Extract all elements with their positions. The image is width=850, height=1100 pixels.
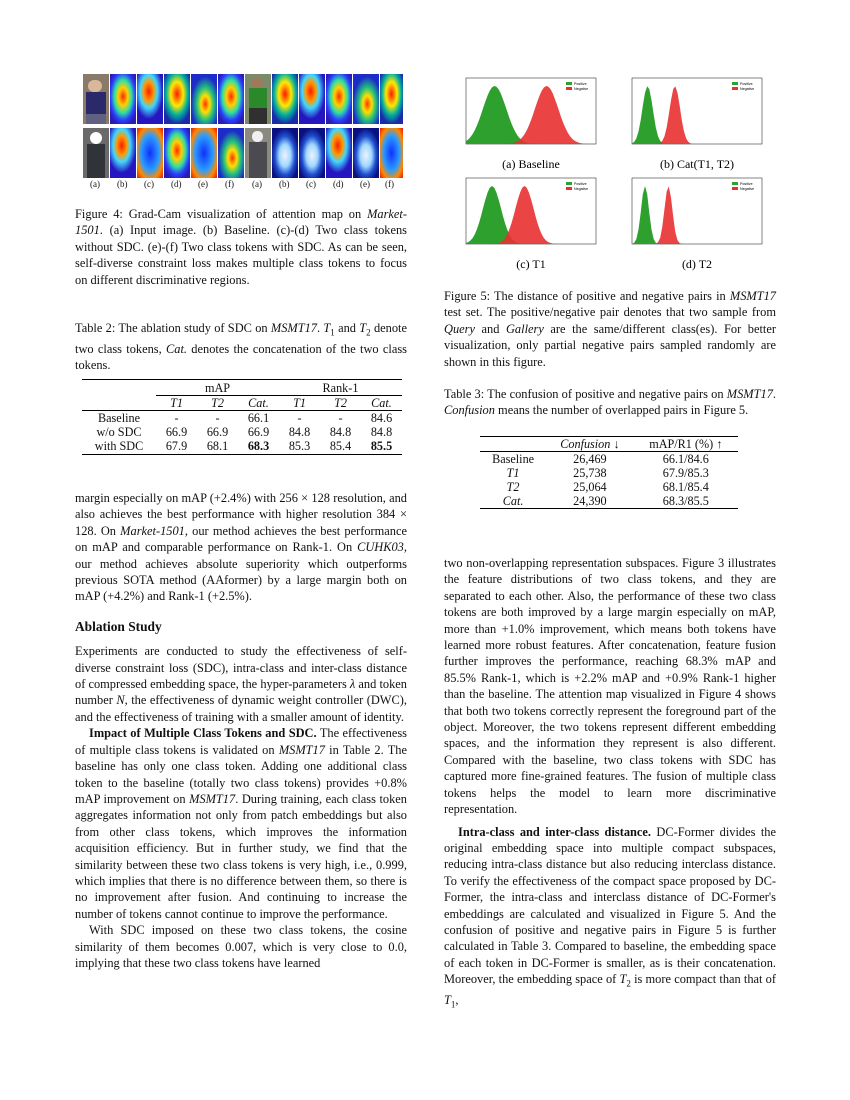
cell: 26,469	[573, 452, 607, 466]
section-heading: Ablation Study	[75, 618, 162, 634]
cell: -	[338, 411, 343, 425]
legend-label: Positive	[740, 182, 753, 186]
table-2-subheader: Cat.	[371, 396, 392, 410]
table-row	[480, 480, 738, 494]
figure-4	[83, 74, 403, 192]
figure-4-labels	[83, 179, 403, 191]
cell: 85.4	[329, 439, 352, 453]
fig4-label: (e)	[198, 179, 208, 189]
table-row	[480, 452, 738, 467]
paragraph: Experiments are conducted to study the effectiveness of self-diverse constraint loss (SDC), intra-class and inter-class distance of compressed embedding space, the hyper-parameters λ and token number N, the effectiveness of dynamic weight controller (DWC), and the effectiveness of training with a smaller amount of identity.	[75, 644, 407, 724]
fig4-label: (c)	[144, 179, 154, 189]
fig4-label: (b)	[279, 179, 290, 189]
table-row	[82, 425, 402, 439]
figure-4-caption: Figure 4: Grad-Cam visualization of attention map on Market-1501. (a) Input image. (b) Baseline. (c)-(d) Two class tokens without SDC. (e)-(f) Two class tokens with SDC. As can be seen, self-diverse constraint loss makes multiple class tokens to focus on different discriminative regions.	[75, 207, 407, 287]
fig4-label: (e)	[360, 179, 370, 189]
histogram-panel	[632, 78, 762, 171]
paragraph: Intra-class and inter-class distance. DC-Former divides the original embedding space into multiple compact subspaces, reducing intra-class distance but also reducing interclass distance. To verify the effectiveness of the compact space proposed by DC-Former, the intra-class and interclass distance of DC-Former's embeddings are calculated and visualized in Figure 5. And the confusion of positive and negative pairs in Figure 5 is further calculated in Table 3. Compared to baseline, the embedding space of each token in DC-Former is smaller, as is their concatenation. Moreover, the embedding space of $T_2$ is more compact than that of $T_1$,	[444, 824, 777, 1010]
cell: 68.3	[247, 439, 270, 453]
row-name: Baseline	[492, 452, 535, 466]
subfigure-caption: (b) Cat(T1, T2)	[659, 157, 735, 171]
cell: 66.1/84.6	[662, 452, 709, 466]
legend-label: Negative	[740, 187, 755, 191]
cell: 66.9	[247, 425, 270, 439]
row-name: with SDC	[94, 439, 144, 453]
cell: 68.3/85.5	[662, 494, 709, 508]
table-2-caption: Table 2: The ablation study of SDC on MSMT17. $T_1$ and $T_2$ denote two class tokens, Cat. denotes the concatenation of the two class tokens.	[75, 321, 407, 373]
cell: 24,390	[573, 494, 607, 508]
paragraph: With SDC imposed on these two class tokens, the cosine similarity of them becomes 0.007, which is very close to 0.0, implying that these two class tokens have learned	[75, 923, 407, 970]
row-name: T1	[506, 466, 520, 480]
table-2-subheader: Cat.	[248, 396, 269, 410]
cell: 25,738	[573, 466, 607, 480]
cell: 25,064	[573, 480, 607, 494]
subfigure-caption: (d) T2	[681, 257, 713, 271]
table-2	[82, 379, 402, 455]
fig4-label: (f)	[385, 179, 394, 189]
cell: 68.1/85.4	[662, 480, 709, 494]
cell: 84.8	[329, 425, 352, 439]
cell: 84.6	[370, 411, 393, 425]
gradcam-grid-image	[83, 74, 403, 182]
cell: 85.3	[288, 439, 311, 453]
legend-label: Negative	[574, 187, 589, 191]
table-2-group-header: mAP	[156, 381, 279, 396]
cell: -	[174, 411, 179, 425]
table-2-subheader: T1	[170, 396, 183, 410]
histogram-panel	[466, 178, 596, 271]
row-name: Baseline	[98, 411, 140, 425]
cell: 66.9	[206, 425, 229, 439]
legend-label: Negative	[740, 87, 755, 91]
paragraph: two non-overlapping representation subspaces. Figure 3 illustrates the feature distributions of two class tokens, and they are separated to each other. Also, the performance of these two class tokens are both improved by a large margin especially on mAP, more than +1.0% improvement, which means both tokens have learned more robust features. After concatenation, feature fusion further improves the performance, reaching 68.3% mAP and 85.5% Rank-1, which is +2.2% mAP and +0.9% Rank-1 higher than the baseline. The attention map visualized in Figure 4 shows that both two tokens correctly represent the foreground part of the object. Moreover, the two tokens represent different embedding spaces, and the information they represent is also different. Compared with the baseline, two class tokens with SDC has captured more fine-grained features. The fusion of multiple class tokens helps the model to learn more discriminative representation.	[444, 556, 776, 817]
table-2-subheader: T1	[293, 396, 306, 410]
subfigure-caption: (a) Baseline	[502, 157, 560, 171]
histogram-panel	[632, 178, 762, 271]
subfigure-caption: (c) T1	[516, 257, 546, 271]
table-3-caption: Table 3: The confusion of positive and negative pairs on MSMT17. Confusion means the number of overlapped pairs in Figure 5.	[444, 387, 776, 418]
cell: 68.1	[206, 439, 229, 453]
cell: 85.5	[370, 439, 393, 453]
legend-label: Positive	[574, 82, 587, 86]
fig4-label: (d)	[333, 179, 344, 189]
fig4-label: (c)	[306, 179, 316, 189]
figure-5	[452, 74, 772, 274]
figure-5-plots	[452, 74, 772, 274]
table-row	[82, 439, 402, 453]
histogram-panel	[466, 78, 596, 171]
table-2-subheader: T2	[334, 396, 347, 410]
table-3-header: Confusion ↓	[560, 437, 620, 451]
fig4-label: (f)	[225, 179, 234, 189]
right-column-text	[444, 555, 776, 1013]
paragraph: Impact of Multiple Class Tokens and SDC. The effectiveness of multiple class tokens is validated on MSMT17 in Table 2. The baseline has only one class token. Adding one additional class token to the baseline (totally two class tokens) provides +0.8% mAP improvement on MSMT17. During training, each class token aggregates information not only from patch embeddings but also from other class tokens, which improves the information acquisition efficiency. But in further study, we find that the similarity between these two class tokens is very high, i.e., 0.999, which implies that there is no difference between them, so there is no improvement after fusion. And continuing to increase the number of tokens cannot continue to improve the performance.	[75, 726, 407, 921]
fig4-label: (a)	[252, 179, 262, 189]
fig4-label: (a)	[90, 179, 100, 189]
figure-5-caption: Figure 5: The distance of positive and negative pairs in MSMT17 test set. The positive/negative pair denotes that two sample from Query and Gallery are the same/different class(es). For better visualization, only partial negative pairs sampled randomly are shown in this figure.	[444, 289, 776, 369]
cell: 67.9	[165, 439, 188, 453]
cell: -	[297, 411, 302, 425]
paragraph: margin especially on mAP (+2.4%) with 256 × 128 resolution, and also achieves the best performance with higher resolution 384 × 128. On Market-1501, our method achieves the best performance on mAP and comparable performance on Rank-1. On CUHK03, our method achieves absolute superiority which outperforms previous SOTA method (AAformer) by a large margin both on mAP (+4.2%) and Rank-1 (+2.5%).	[75, 491, 408, 604]
cell: 84.8	[288, 425, 311, 439]
fig4-label: (b)	[117, 179, 128, 189]
cell: 67.9/85.3	[662, 466, 709, 480]
cell: 66.1	[247, 411, 270, 425]
table-3-header: mAP/R1 (%) ↑	[649, 437, 723, 451]
table-3	[480, 436, 738, 509]
legend-label: Positive	[740, 82, 753, 86]
legend-label: Positive	[574, 182, 587, 186]
cell: 66.9	[165, 425, 188, 439]
cell: -	[215, 411, 220, 425]
row-name: w/o SDC	[96, 425, 142, 439]
legend-label: Negative	[574, 87, 589, 91]
table-row	[480, 466, 738, 480]
table-row	[480, 494, 738, 508]
row-name: T2	[506, 480, 520, 494]
table-2-group-header: Rank-1	[279, 381, 402, 396]
table-2-subheader: T2	[211, 396, 224, 410]
row-name: Cat.	[502, 494, 524, 508]
table-row	[82, 411, 402, 426]
cell: 84.8	[370, 425, 393, 439]
left-column-text	[75, 490, 407, 971]
fig4-label: (d)	[171, 179, 182, 189]
